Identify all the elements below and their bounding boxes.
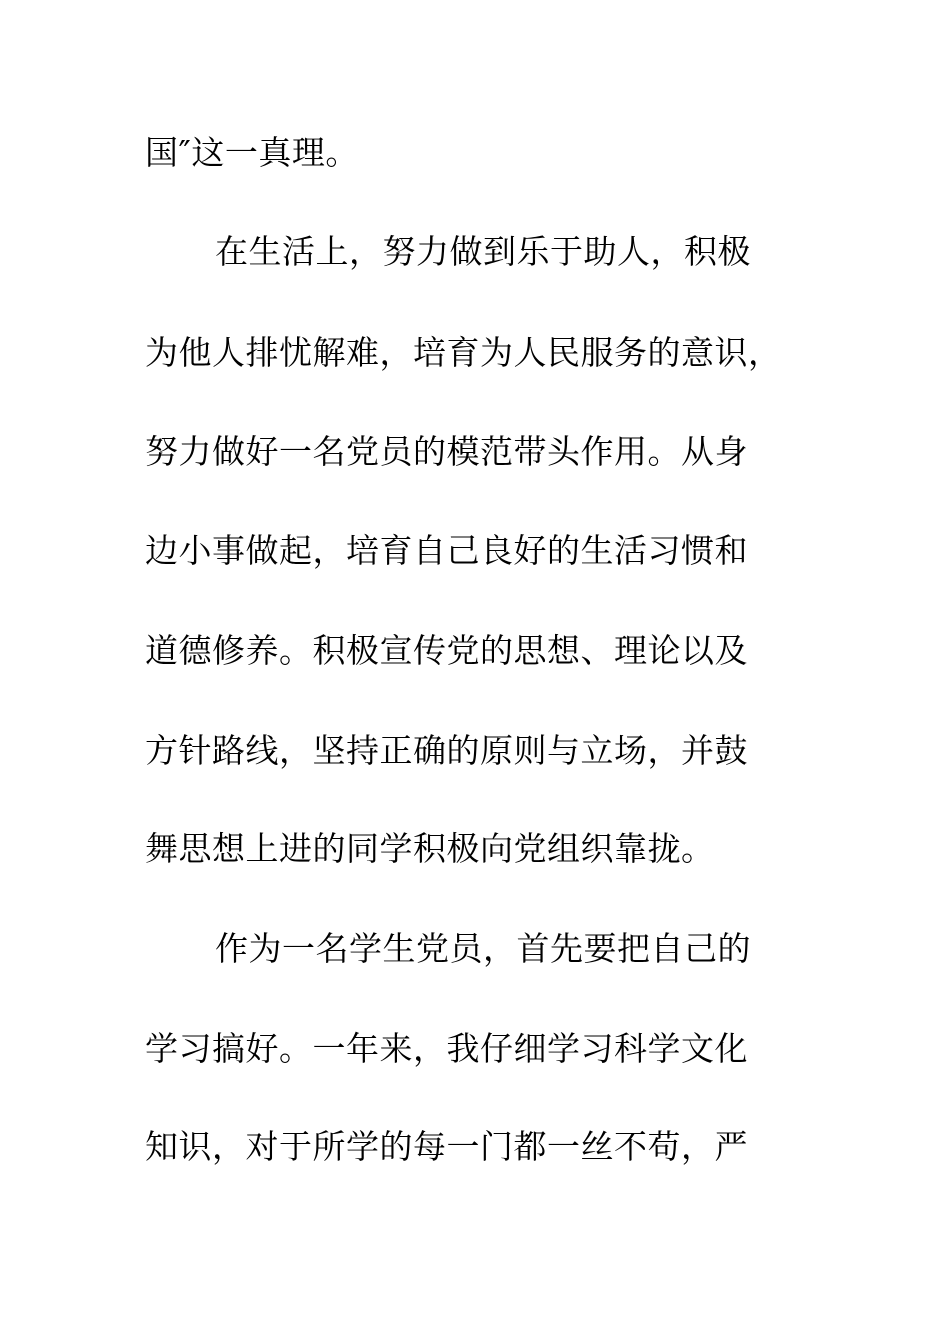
text-line: 学习搞好。一年来，我仔细学习科学文化 (145, 1029, 748, 1068)
text-line: 知识，对于所学的每一门都一丝不苟，严 (145, 1127, 748, 1166)
text-line: 努力做好一名党员的模范带头作用。从身 (145, 432, 748, 471)
text-line: 道德修养。积极宣传党的思想、理论以及 (145, 631, 748, 670)
text-line: 国″这一真理。 (145, 133, 359, 172)
paragraph-start-line: 作为一名学生党员，首先要把自己的 (215, 929, 751, 968)
text-line: 边小事做起，培育自己良好的生活习惯和 (145, 531, 748, 570)
text-line: 为他人排忧解难，培育为人民服务的意识， (145, 333, 782, 372)
paragraph-start-line: 在生活上，努力做到乐于助人，积极 (215, 232, 751, 271)
text-line: 舞思想上进的同学积极向党组织靠拢。 (145, 829, 715, 868)
text-line: 方针路线，坚持正确的原则与立场，并鼓 (145, 731, 748, 770)
